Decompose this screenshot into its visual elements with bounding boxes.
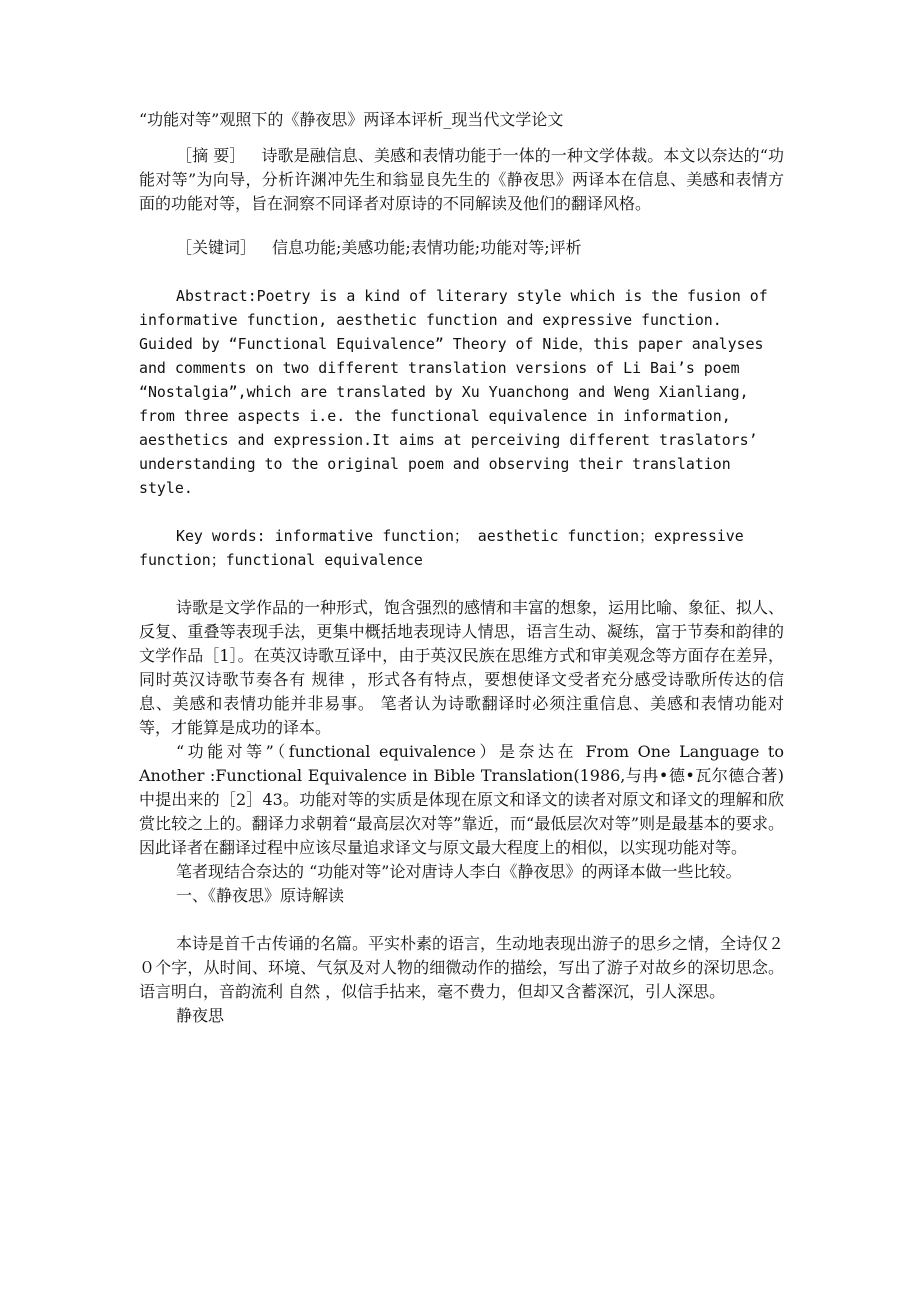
abstract-en: Abstract:Poetry is a kind of literary style which is the fusion of informative function, aesthetic function and expressive function. Guided by “Functional Equivalence” Theory of Nide，this paper analyses and comments on two different translation versions of Li Bai’s poem “Nostalgia”,which are translated by Xu Yuanchong and Weng Xianliang, from three aspects i.e. the functional equivalence in information, aesthetics and expression.It aims at perceiving different traslators’ understanding to the original poem and observing their translation style.: [139, 287, 768, 497]
body-paragraph-2: “功能对等”（functional equivalence）是奈达在 From One Language to Another :Functional Equivalence in Bible Translation(1986,与冉•德•瓦尔德合著)中提出来的［2］43。功能对等的实质是体现在原文和译文的读者对原文和译文的理解和欣赏比较之上的。翻译力求朝着“最高层次对等”靠近，而“最低层次对等”则是最基本的要求。因此译者在翻译过程中应该尽量追求译文与原文最大程度上的相似，以实现功能对等。: [139, 742, 784, 857]
body-paragraph-3: 笔者现结合奈达的 “功能对等”论对唐诗人李白《静夜思》的两译本做一些比较。: [176, 862, 742, 881]
document-title: “功能对等”观照下的《静夜思》两译本评析_现当代文学论文: [139, 110, 564, 129]
poem-title: 静夜思: [176, 1006, 225, 1025]
keywords-zh-label: ［关键词］: [176, 238, 257, 257]
abstract-zh: [139, 144, 784, 216]
section-heading: 一、《静夜思》原诗解读: [176, 886, 345, 905]
keywords-zh-text: 信息功能;美感功能;表情功能;功能对等;评析: [272, 238, 582, 257]
body-paragraph-1: 诗歌是文学作品的一种形式，饱含强烈的感情和丰富的想象，运用比喻、象征、拟人、反复、重叠等表现手法，更集中概括地表现诗人情思，语言生动、凝练，富于节奏和韵律的文学作品［1］。在英汉诗歌互译中，由于英汉民族在思维方式和审美观念等方面存在差异，同时英汉诗歌节奏各有 规律 ，形式各有特点，要想使译文受者充分感受诗歌所传达的信息、美感和表情功能并非易事。 笔者认为诗歌翻译时必须注重信息、美感和表情功能对等，才能算是成功的译本。: [139, 598, 785, 737]
abstract-zh-text: 诗歌是融信息、美感和表情功能于一体的一种文学体裁。本文以奈达的“功能对等”为向导，分析许渊冲先生和翁显良先生的《静夜思》两译本在信息、美感和表情方面的功能对等，旨在洞察不同译者对原诗的不同解读及他们的翻译风格。: [139, 146, 785, 213]
document-page: [139, 108, 784, 1028]
keywords-en: Key words: informative function； aesthetic function；expressive function；functional equivalence: [139, 527, 744, 569]
keywords-zh: [139, 236, 784, 260]
section-paragraph: 本诗是首千古传诵的名篇。平实朴素的语言，生动地表现出游子的思乡之情，全诗仅２０个字，从时间、环境、气氛及对人物的细微动作的描绘，写出了游子对故乡的深切思念。语言明白，音韵流利 自然 ，似信手拈来，毫不费力，但却又含蓄深沉，引人深思。: [139, 934, 785, 1001]
abstract-zh-label: ［摘 要］: [176, 146, 246, 165]
